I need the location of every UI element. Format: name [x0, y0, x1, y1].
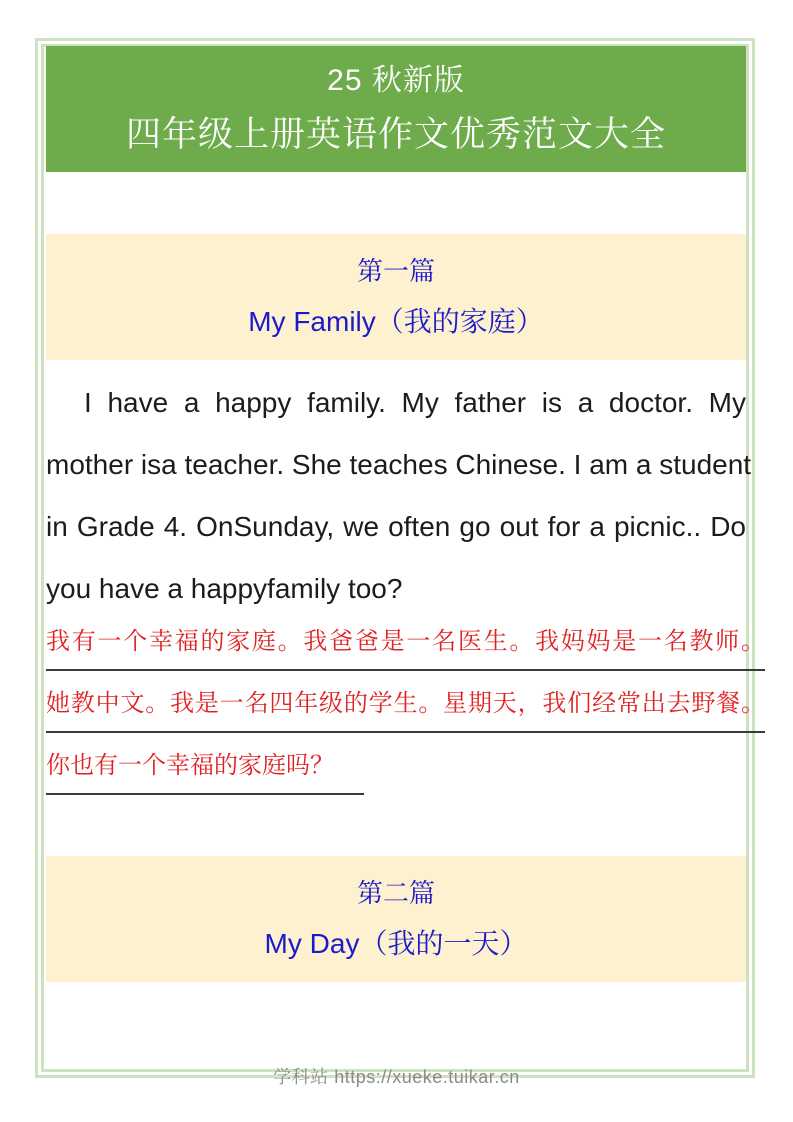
essay1-english-paragraph — [46, 372, 752, 620]
essay1-number-label: 第一篇 — [356, 256, 435, 286]
essay1-title: My Family（我的家庭） — [248, 306, 544, 337]
essay1-header — [46, 234, 746, 360]
english-line: mother isa teacher. She teaches Chinese. I am a student — [46, 449, 752, 480]
banner-edition-label: 25 秋新版 — [327, 64, 465, 98]
english-line: in Grade 4. OnSunday, we often go out for a picnic.. Do — [46, 511, 746, 542]
chinese-line — [46, 746, 765, 795]
banner-main-title: 四年级上册英语作文优秀范文大全 — [125, 114, 666, 154]
chinese-line: 她教中文。我是一名四年级的学生。星期天，我们经常出去野餐。 — [46, 684, 765, 733]
chinese-line: 我有一个幸福的家庭。我爸爸是一名医生。我妈妈是一名教师。 — [46, 622, 765, 671]
essay2-number-label: 第二篇 — [356, 878, 435, 908]
english-line: I have a happy family. My father is a doctor. My — [84, 387, 746, 418]
english-line: you have a happyfamily too? — [46, 573, 403, 604]
essay2-header — [46, 856, 746, 982]
chinese-line-text: 你也有一个幸福的家庭吗？ — [46, 746, 364, 795]
essay1-chinese-translation — [46, 622, 765, 808]
footer-watermark: 学科站 https://xueke.tuikar.cn — [273, 1067, 520, 1087]
title-banner — [46, 46, 746, 172]
essay2-title: My Day（我的一天） — [264, 928, 528, 959]
